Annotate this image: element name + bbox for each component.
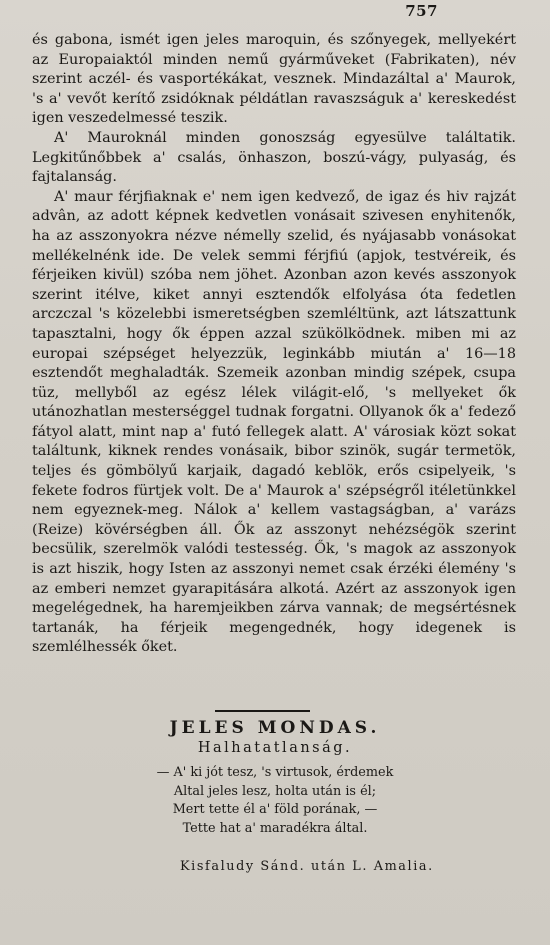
poem: [0, 764, 550, 838]
poem-line: Mert tette él a' föld porának, —: [172, 802, 378, 818]
poem-attribution: Kisfaludy Sánd. után L. Amalia.: [180, 859, 434, 874]
page-number: 757: [405, 2, 438, 20]
section-subtitle: Halhatatlanság.: [197, 740, 353, 756]
section-divider: [215, 710, 310, 712]
paragraph-2: A' Mauroknál minden gonoszság egyesülve találtatik. Legkitűnőbbek a' csalás, önhaszon, boszú-vágy, pulyaság, és fajtalanság.: [32, 129, 516, 186]
section-title: JELES MONDAS.: [169, 718, 381, 738]
paragraph-1: és gabona, ismét igen jeles maroquin, és szőnyegek, mellyekért az Europaiaktól minden nemű gyárműveket (Fabrikaten), név szerint aczél- és vasportékákat, vesznek. Mindazáltal a' Maurok, 's a' vevőt kerítő zsidóknak példátlan ravaszságuk a' kereskedést igen veszedelmessé teszik.: [32, 32, 516, 127]
body-text: [32, 31, 516, 658]
poem-line: Tette hat a' maradékra által.: [182, 820, 368, 836]
poem-line: — A' ki jót tesz, 's virtusok, érdemek: [156, 765, 394, 780]
poem-line: Altal jeles lesz, holta után is él;: [173, 783, 377, 799]
paragraph-3: A' maur férjfiaknak e' nem igen kedvező, de igaz és hiv rajzát advân, az adott képnek kedvetlen vonásait szivesen enyhitenők, ha az asszonyokra nézve némelly szelid, és nyájasabb vonásokat mellékelnénk ide. De velek semmi férjfiú (apjok, testvéreik, és férjeiken kivül) szóba nem jöhet. Azonban azon kevés asszonyok szerint itélve, kiket annyi esztendők elfolyása óta fedetlen arczczal 's közelebbi ismeretségben szemléltünk, azt látszattunk tapasztalni, hogy ők éppen azzal szükölködnek. miben mi az europai szépséget helyezzük, leginkább miután a' 16—18 esztendőt meghaladták. Szemeik azonban mindig szépek, csupa tüz, mellyből az egész lélek világit-elő, 's mellyeket ők utánozhatlan mesterséggel tudnak forgatni. Ollyanok ők a' fedező fátyol alatt, mint nap a' futó fellegek alatt. A' városiak közt sokat találtunk, kiknek rendes vonásaik, bibor szinök, sugár termetök, teljes és gömbölyű karjaik, dagadó keblök, erős csipelyeik, 's fekete fodros fürtjek volt. De a' Maurok a' szépségről itéletünkkel nem egyeznek-meg. Nálok a' kellem vastagságban, a' varázs (Reize) kövérségben áll. Ők az asszonyt nehézségök szerint becsülik, szerelmök valódi testesség. Ők, 's magok az asszonyok is azt hiszik, hogy Isten az asszonyi nemet csak érzéki élemény 's az emberi nemzet gyarapitására alkotá. Azért az asszonyok igen megelégednek, ha haremjeikben zárva vannak; de megsértésnek tartanák, ha férjeik megengednék, hogy idegenek is szemlélhessék őket.: [32, 188, 516, 656]
